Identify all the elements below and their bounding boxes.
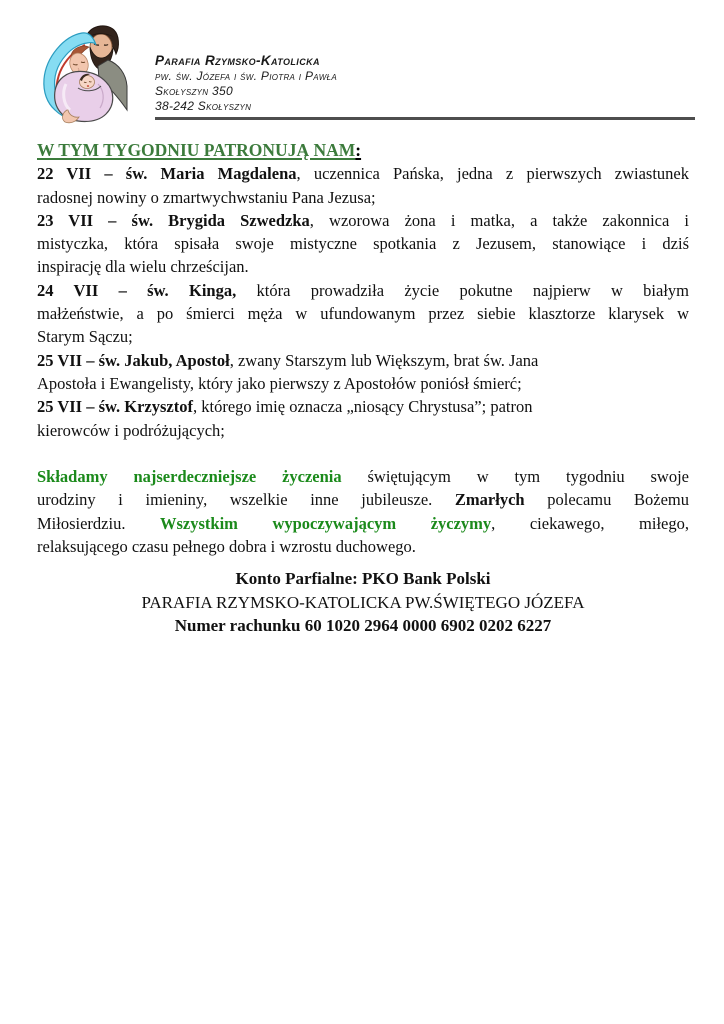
text-run: Składamy najserdeczniejsze życzenia bbox=[37, 467, 342, 487]
parish-address-street: Skołyszyn 350 bbox=[155, 83, 233, 98]
text-run: 25 VII – św. Krzysztof bbox=[37, 397, 193, 417]
patron-paragraph-24-vii bbox=[37, 279, 689, 349]
text-line bbox=[37, 465, 689, 488]
text-run: Zmarłych bbox=[454, 490, 525, 510]
text-run: 23 VII – św. Brygida Szwedzka bbox=[37, 210, 310, 230]
patron-paragraph-25-vii-krzysztof bbox=[37, 395, 689, 442]
text-line bbox=[37, 512, 689, 535]
text-run: urodziny i imieniny, wszelkie inne jubileusze. bbox=[37, 490, 455, 510]
parish-header bbox=[155, 52, 337, 113]
text-line bbox=[37, 372, 689, 395]
text-run: małżeństwie, a po śmierci męża w ufundowanym przez siebie klasztorze klarysek w bbox=[37, 304, 689, 324]
section-heading-colon: : bbox=[355, 140, 362, 160]
text-run: inspirację dla wielu chrześcijan. bbox=[37, 257, 249, 277]
newsletter-body bbox=[37, 139, 689, 637]
text-line bbox=[37, 279, 689, 302]
text-run: 24 VII – św. Kinga, bbox=[37, 280, 237, 300]
bank-account-parish: PARAFIA RZYMSKO-KATOLICKA PW.ŚWIĘTEGO JÓZEFA bbox=[141, 592, 585, 612]
text-run: , uczennica Pańska, jedna z pierwszych zwiastunek bbox=[296, 164, 689, 184]
section-heading bbox=[37, 139, 689, 162]
text-line bbox=[37, 232, 689, 255]
text-run: Starym Sączu; bbox=[37, 327, 133, 347]
text-line bbox=[37, 349, 689, 372]
text-line bbox=[37, 325, 689, 348]
header-divider bbox=[155, 117, 695, 120]
parish-dedication: pw. św. Józefa i św. Piotra i Pawła bbox=[155, 69, 337, 83]
text-run: 25 VII – św. Jakub, Apostoł bbox=[37, 350, 230, 370]
text-line bbox=[37, 535, 689, 558]
text-run: , którego imię oznacza „niosący Chrystusa”; patron bbox=[192, 397, 533, 417]
parish-address-city: 38-242 Skołyszyn bbox=[155, 98, 252, 113]
text-run: radosnej nowiny o zmartwychwstaniu Pana Jezusa; bbox=[37, 187, 376, 207]
holy-family-logo-icon bbox=[38, 22, 130, 125]
section-heading-text: W TYM TYGODNIU PATRONUJĄ NAM bbox=[37, 140, 356, 160]
wishes-paragraph bbox=[37, 465, 689, 558]
text-run: świętującym w tym tygodniu swoje bbox=[341, 467, 689, 487]
text-line bbox=[37, 209, 689, 232]
text-run: polecamu Bożemu bbox=[524, 490, 689, 510]
patron-paragraph-23-vii bbox=[37, 209, 689, 279]
bank-account-block bbox=[37, 567, 689, 637]
text-run: Wszystkim wypoczywającym życzymy bbox=[159, 513, 492, 533]
patron-paragraph-25-vii-jakub bbox=[37, 349, 689, 396]
text-line bbox=[37, 162, 689, 185]
text-run: , wzorowa żona i matka, a także zakonnica i bbox=[309, 210, 689, 230]
text-run: , ciekawego, miłego, bbox=[491, 513, 689, 533]
text-run: 22 VII – św. Maria Magdalena bbox=[37, 164, 297, 184]
bank-account-number: Numer rachunku 60 1020 2964 0000 6902 0202 6227 bbox=[174, 615, 552, 635]
parish-name: Parafia Rzymsko-Katolicka bbox=[155, 53, 320, 68]
bank-account-title: Konto Parfialne: PKO Bank Polski bbox=[235, 569, 491, 589]
text-line bbox=[37, 255, 689, 278]
patron-paragraph-22-vii bbox=[37, 162, 689, 209]
text-run: relaksującego czasu pełnego dobra i wzrostu duchowego. bbox=[37, 537, 416, 557]
text-run: , zwany Starszym lub Większym, brat św. Jana bbox=[229, 350, 539, 370]
text-line bbox=[37, 302, 689, 325]
text-line bbox=[37, 395, 689, 418]
text-run: Miłosierdziu. bbox=[37, 513, 160, 533]
text-run: Apostoła i Ewangelisty, który jako pierwszy z Apostołów poniósł śmierć; bbox=[37, 373, 522, 393]
text-line bbox=[37, 186, 689, 209]
text-run: która prowadziła życie pokutne najpierw w białym bbox=[236, 280, 689, 300]
text-run: mistyczka, która spisała swoje mistyczne spotkania z Jezusem, stanowiące i dziś bbox=[37, 234, 689, 254]
text-line bbox=[37, 419, 689, 442]
text-line bbox=[37, 488, 689, 511]
text-run: kierowców i podróżujących; bbox=[37, 420, 225, 440]
